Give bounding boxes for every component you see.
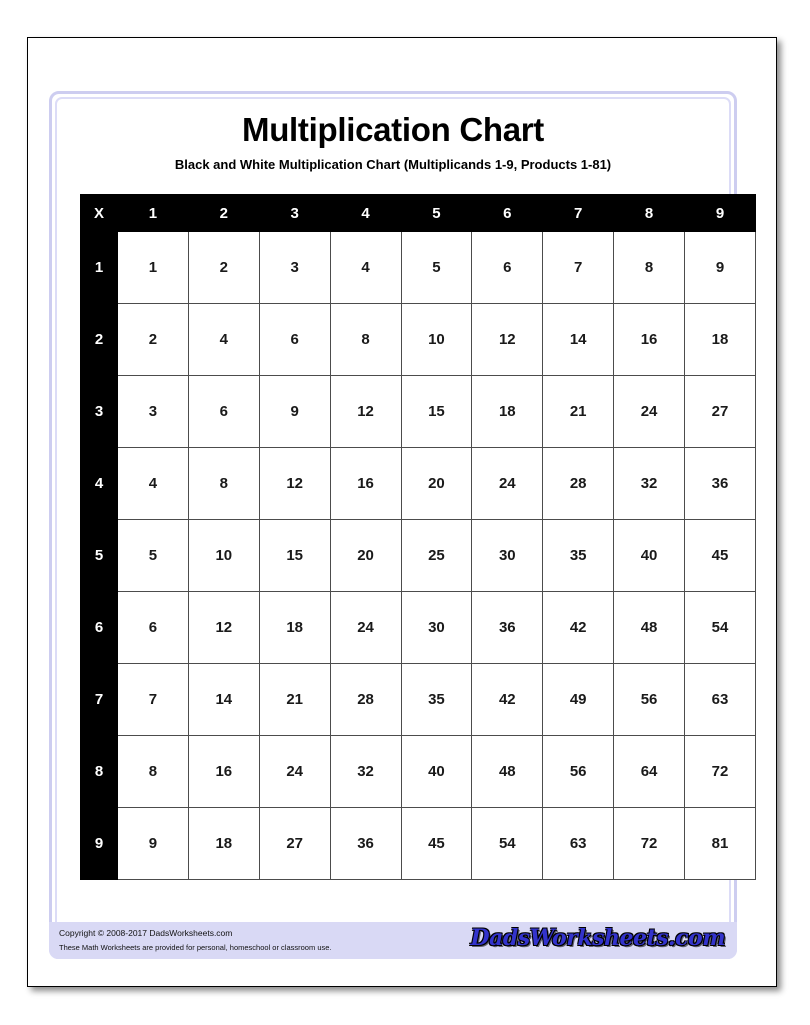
product-cell-9x6: 54	[472, 808, 543, 880]
product-cell-2x9: 18	[685, 304, 756, 376]
product-cell-8x2: 16	[188, 736, 259, 808]
column-header-5: 5	[401, 195, 472, 232]
product-cell-7x5: 35	[401, 664, 472, 736]
product-cell-6x3: 18	[259, 592, 330, 664]
product-cell-3x4: 12	[330, 376, 401, 448]
table-row	[81, 520, 756, 592]
product-cell-4x1: 4	[118, 448, 189, 520]
table-body	[81, 232, 756, 880]
product-cell-3x9: 27	[685, 376, 756, 448]
product-cell-9x7: 63	[543, 808, 614, 880]
row-header-5: 5	[81, 520, 118, 592]
product-cell-4x3: 12	[259, 448, 330, 520]
product-cell-8x3: 24	[259, 736, 330, 808]
product-cell-5x5: 25	[401, 520, 472, 592]
product-cell-8x1: 8	[118, 736, 189, 808]
footer-bar	[49, 922, 737, 959]
product-cell-3x5: 15	[401, 376, 472, 448]
row-header-8: 8	[81, 736, 118, 808]
product-cell-4x4: 16	[330, 448, 401, 520]
product-cell-1x2: 2	[188, 232, 259, 304]
product-cell-1x5: 5	[401, 232, 472, 304]
product-cell-4x9: 36	[685, 448, 756, 520]
table-row	[81, 304, 756, 376]
row-header-2: 2	[81, 304, 118, 376]
product-cell-2x1: 2	[118, 304, 189, 376]
product-cell-5x4: 20	[330, 520, 401, 592]
table-row	[81, 808, 756, 880]
product-cell-7x9: 63	[685, 664, 756, 736]
product-cell-5x7: 35	[543, 520, 614, 592]
product-cell-8x8: 64	[614, 736, 685, 808]
product-cell-6x9: 54	[685, 592, 756, 664]
multiplication-table	[80, 194, 756, 880]
product-cell-6x1: 6	[118, 592, 189, 664]
product-cell-6x8: 48	[614, 592, 685, 664]
product-cell-7x1: 7	[118, 664, 189, 736]
column-header-8: 8	[614, 195, 685, 232]
product-cell-9x3: 27	[259, 808, 330, 880]
row-header-4: 4	[81, 448, 118, 520]
product-cell-1x9: 9	[685, 232, 756, 304]
product-cell-1x8: 8	[614, 232, 685, 304]
row-header-6: 6	[81, 592, 118, 664]
product-cell-1x7: 7	[543, 232, 614, 304]
product-cell-6x5: 30	[401, 592, 472, 664]
product-cell-2x5: 10	[401, 304, 472, 376]
product-cell-8x6: 48	[472, 736, 543, 808]
copyright-text: Copyright © 2008-2017 DadsWorksheets.com	[59, 928, 233, 938]
product-cell-4x6: 24	[472, 448, 543, 520]
product-cell-7x3: 21	[259, 664, 330, 736]
column-header-2: 2	[188, 195, 259, 232]
product-cell-7x8: 56	[614, 664, 685, 736]
worksheet-frame	[49, 91, 737, 959]
product-cell-5x3: 15	[259, 520, 330, 592]
product-cell-8x7: 56	[543, 736, 614, 808]
product-cell-1x1: 1	[118, 232, 189, 304]
product-cell-9x2: 18	[188, 808, 259, 880]
product-cell-3x3: 9	[259, 376, 330, 448]
worksheet-page	[27, 37, 777, 987]
product-cell-8x4: 32	[330, 736, 401, 808]
product-cell-6x6: 36	[472, 592, 543, 664]
product-cell-2x8: 16	[614, 304, 685, 376]
table-header-row	[81, 195, 756, 232]
usage-text: These Math Worksheets are provided for personal, homeschool or classroom use.	[59, 943, 332, 953]
brand-logo: DadsWorksheets.com	[470, 925, 725, 951]
column-header-7: 7	[543, 195, 614, 232]
product-cell-4x7: 28	[543, 448, 614, 520]
table-row	[81, 232, 756, 304]
product-cell-9x9: 81	[685, 808, 756, 880]
product-cell-6x7: 42	[543, 592, 614, 664]
product-cell-3x1: 3	[118, 376, 189, 448]
row-header-7: 7	[81, 664, 118, 736]
table-row	[81, 376, 756, 448]
product-cell-1x6: 6	[472, 232, 543, 304]
product-cell-7x2: 14	[188, 664, 259, 736]
product-cell-8x9: 72	[685, 736, 756, 808]
column-header-4: 4	[330, 195, 401, 232]
product-cell-3x2: 6	[188, 376, 259, 448]
footer-text-block	[59, 928, 332, 954]
product-cell-5x6: 30	[472, 520, 543, 592]
product-cell-2x2: 4	[188, 304, 259, 376]
product-cell-6x4: 24	[330, 592, 401, 664]
product-cell-8x5: 40	[401, 736, 472, 808]
row-header-1: 1	[81, 232, 118, 304]
product-cell-1x3: 3	[259, 232, 330, 304]
table-row	[81, 664, 756, 736]
table-row	[81, 592, 756, 664]
product-cell-9x1: 9	[118, 808, 189, 880]
product-cell-7x7: 49	[543, 664, 614, 736]
product-cell-2x6: 12	[472, 304, 543, 376]
product-cell-3x8: 24	[614, 376, 685, 448]
product-cell-2x7: 14	[543, 304, 614, 376]
product-cell-5x8: 40	[614, 520, 685, 592]
product-cell-3x7: 21	[543, 376, 614, 448]
column-header-3: 3	[259, 195, 330, 232]
product-cell-5x2: 10	[188, 520, 259, 592]
row-header-9: 9	[81, 808, 118, 880]
table-row	[81, 736, 756, 808]
table-corner-cell: X	[81, 195, 118, 232]
product-cell-5x1: 5	[118, 520, 189, 592]
product-cell-9x4: 36	[330, 808, 401, 880]
column-header-1: 1	[118, 195, 189, 232]
product-cell-3x6: 18	[472, 376, 543, 448]
product-cell-7x6: 42	[472, 664, 543, 736]
product-cell-7x4: 28	[330, 664, 401, 736]
product-cell-4x5: 20	[401, 448, 472, 520]
table-row	[81, 448, 756, 520]
product-cell-6x2: 12	[188, 592, 259, 664]
column-header-6: 6	[472, 195, 543, 232]
page-title: Multiplication Chart	[242, 111, 544, 148]
product-cell-9x5: 45	[401, 808, 472, 880]
product-cell-1x4: 4	[330, 232, 401, 304]
product-cell-2x3: 6	[259, 304, 330, 376]
row-header-3: 3	[81, 376, 118, 448]
product-cell-2x4: 8	[330, 304, 401, 376]
product-cell-4x8: 32	[614, 448, 685, 520]
product-cell-9x8: 72	[614, 808, 685, 880]
table-header	[81, 195, 756, 232]
title-block	[52, 112, 734, 172]
product-cell-4x2: 8	[188, 448, 259, 520]
page-subtitle: Black and White Multiplication Chart (Multiplicands 1-9, Products 1-81)	[174, 157, 612, 173]
column-header-9: 9	[685, 195, 756, 232]
product-cell-5x9: 45	[685, 520, 756, 592]
